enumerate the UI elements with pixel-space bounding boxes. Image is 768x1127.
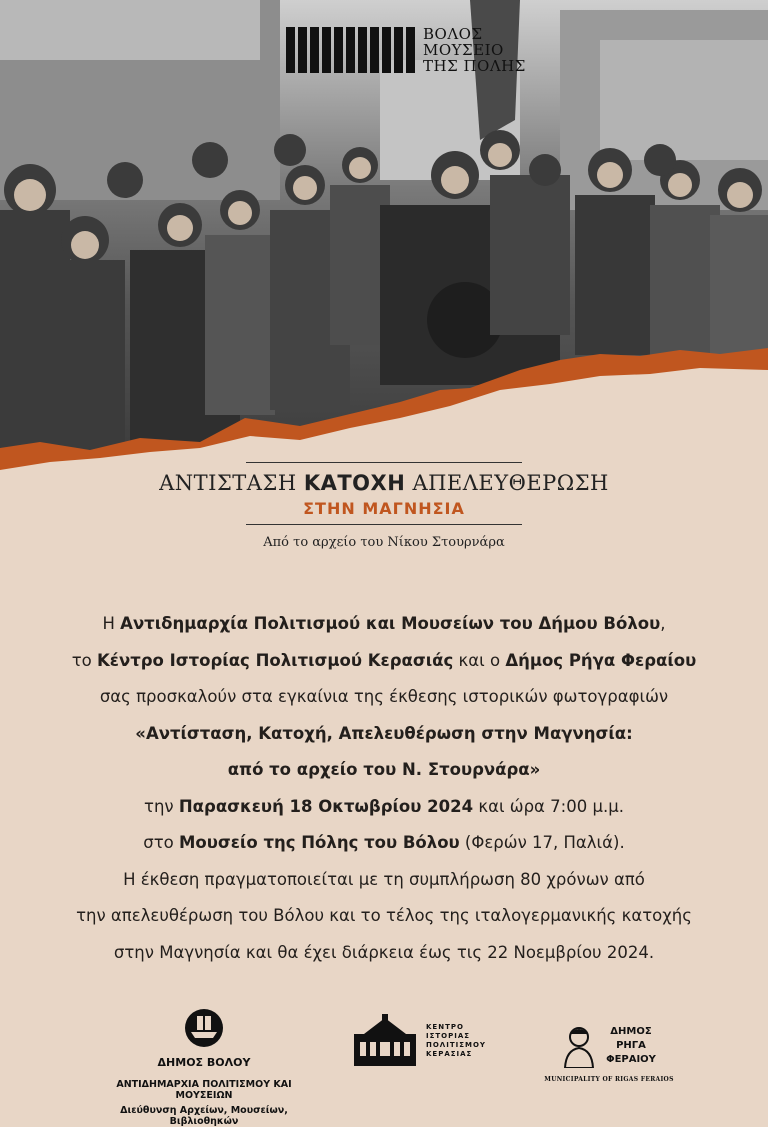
title-part1: ΑΝΤΙΣΤΑΣΗ	[159, 471, 304, 495]
sponsor-logos	[0, 1008, 768, 1127]
body-line: την Παρασκευή 18 Οκτωβρίου 2024 και ώρα 7:00 μ.μ.	[144, 796, 624, 816]
museum-logo-line2: ΜΟΥΣΕΙΟ	[423, 41, 504, 59]
kerasia-center-logo	[352, 1014, 492, 1068]
exhibition-subtitle: ΣΤΗΝ ΜΑΓΝΗΣΙΑ	[303, 499, 465, 518]
kerasia-l4: ΚΕΡΑΣΙΑΣ	[426, 1050, 473, 1058]
museum-logo-line3: ΤΗΣ ΠΟΛΗΣ	[423, 57, 526, 75]
title-block	[0, 462, 768, 550]
invitation-text	[0, 606, 768, 971]
museum-logo-line1: ΒΟΛΟΣ	[423, 25, 483, 43]
body-line: από το αρχείο του Ν. Στουρνάρα»	[227, 760, 541, 779]
museum-logo	[286, 26, 526, 74]
title-part2: ΚΑΤΟΧΗ	[303, 471, 406, 495]
body-line: το Κέντρο Ιστορίας Πολιτισμού Κερασιάς και ο Δήμος Ρήγα Φεραίου	[71, 650, 697, 670]
building-icon	[352, 1014, 418, 1068]
title-divider-top	[246, 462, 522, 463]
volos-sub2: Διεύθυνση Αρχείων, Μουσείων, Βιβλιοθηκών	[120, 1105, 288, 1127]
rigas-l3: ΦΕΡΑΙΟΥ	[606, 1054, 656, 1065]
archive-credit: Από το αρχείο του Νίκου Στουρνάρα	[263, 535, 505, 550]
kerasia-l2: ΙΣΤΟΡΙΑΣ	[426, 1032, 471, 1040]
rigas-sub: MUNICIPALITY OF RIGAS FERAIOS	[544, 1076, 674, 1083]
volos-municipality-logo	[96, 1008, 312, 1127]
body-line: Η έκθεση πραγματοποιείται με τη συμπλήρωση 80 χρόνων από	[123, 869, 645, 889]
portrait-icon	[562, 1024, 596, 1068]
rigas-l1: ΔΗΜΟΣ	[610, 1026, 652, 1037]
body-line: σας προσκαλούν στα εγκαίνια της έκθεσης ιστορικών φωτογραφιών	[99, 687, 669, 706]
rigas-l2: ΡΗΓΑ	[616, 1040, 646, 1051]
title-part3: ΑΠΕΛΕΥΘΕΡΩΣΗ	[405, 471, 609, 495]
kerasia-l1: ΚΕΝΤΡΟ	[426, 1023, 464, 1031]
volos-sub1: ΑΝΤΙΔΗΜΑΡΧΙΑ ΠΟΛΙΤΙΣΜΟΥ ΚΑΙ ΜΟΥΣΕΙΩΝ	[116, 1079, 292, 1101]
museum-logo-bars-icon	[286, 27, 415, 73]
kerasia-l3: ΠΟΛΙΤΙΣΜΟΥ	[426, 1041, 486, 1049]
body-line: Η Αντιδημαρχία Πολιτισμού και Μουσείων του Δήμου Βόλου,	[102, 614, 666, 633]
volos-name: ΔΗΜΟΣ ΒΟΛΟΥ	[157, 1056, 251, 1069]
rigas-feraios-logo	[544, 1024, 674, 1083]
title-divider-bottom	[246, 524, 522, 525]
body-line: την απελευθέρωση του Βόλου και το τέλος της ιταλογερμανικής κατοχής	[76, 906, 692, 925]
ship-icon	[183, 1008, 225, 1048]
body-line: στο Μουσείο της Πόλης του Βόλου (Φερών 17, Παλιά).	[143, 833, 625, 852]
exhibition-title	[0, 471, 768, 495]
body-line: «Αντίσταση, Κατοχή, Απελευθέρωση στην Μαγνησία:	[135, 723, 633, 743]
body-line: στην Μαγνησία και θα έχει διάρκεια έως τις 22 Νοεμβρίου 2024.	[113, 942, 655, 962]
